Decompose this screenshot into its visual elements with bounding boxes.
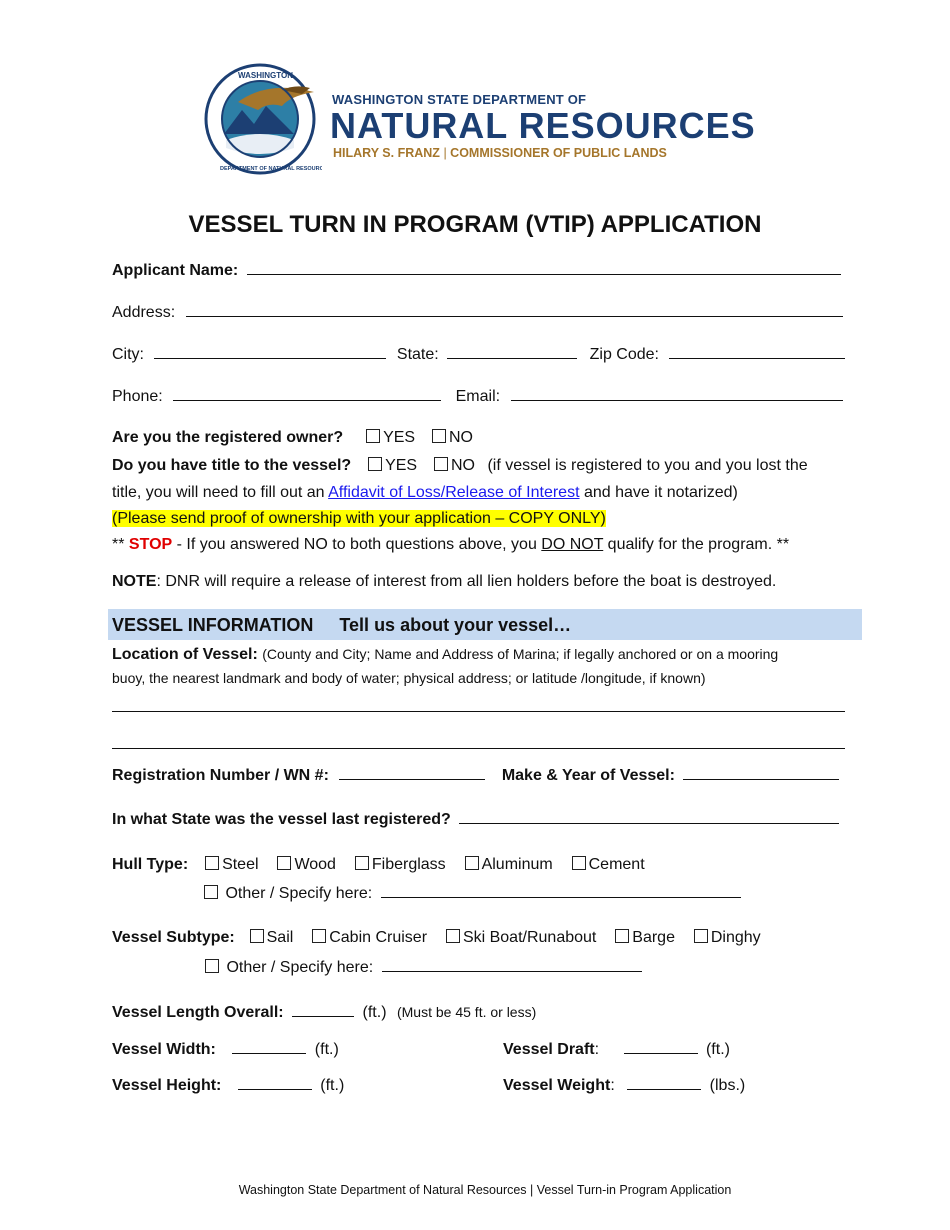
city-label: City:	[112, 346, 144, 363]
title-no-checkbox[interactable]	[434, 457, 448, 471]
vessel-section-header	[108, 609, 862, 640]
commissioner-line	[333, 145, 667, 161]
hull-wood-checkbox[interactable]	[277, 856, 291, 870]
stop-prefix: **	[112, 536, 129, 553]
state-registered-field[interactable]	[459, 808, 839, 824]
subtype-option-ski-boat[interactable]	[446, 929, 596, 946]
hull-option-cement[interactable]	[572, 856, 645, 873]
commissioner-title: COMMISSIONER OF PUBLIC LANDS	[450, 146, 667, 160]
proof-note: (Please send proof of ownership with your application – COPY ONLY)	[112, 510, 606, 527]
hull-option-wood[interactable]	[277, 856, 336, 873]
address-label: Address:	[112, 304, 176, 321]
hull-type-row	[112, 855, 645, 875]
city-row	[112, 343, 845, 365]
subtype-option-cabin-cruiser[interactable]	[312, 929, 427, 946]
subtype-option-dinghy[interactable]	[694, 929, 761, 946]
applicant-name-field[interactable]	[247, 259, 841, 275]
weight-field[interactable]	[627, 1074, 701, 1090]
hull-other-field[interactable]	[381, 882, 741, 898]
title-note-2a: title, you will need to fill out an	[112, 484, 325, 501]
subtype-ski-boat-checkbox[interactable]	[446, 929, 460, 943]
subtype-sail-label: Sail	[266, 929, 294, 946]
owner-yes-label: YES	[383, 429, 416, 446]
proof-note-row	[112, 509, 606, 529]
length-note: (Must be 45 ft. or less)	[396, 1004, 537, 1020]
weight-row	[503, 1074, 745, 1096]
hull-other-row	[204, 882, 741, 904]
state-registered-row	[112, 808, 839, 830]
zip-field[interactable]	[669, 343, 845, 359]
title-yes-label: YES	[385, 457, 418, 474]
location-row	[112, 644, 778, 665]
draft-unit: (ft.)	[705, 1041, 730, 1058]
weight-label: Vessel Weight	[503, 1077, 611, 1094]
agency-top-line: WASHINGTON STATE DEPARTMENT OF	[332, 92, 587, 107]
subtype-option-barge[interactable]	[615, 929, 675, 946]
height-unit: (ft.)	[320, 1077, 345, 1094]
height-field[interactable]	[238, 1074, 312, 1090]
subtype-dinghy-label: Dinghy	[710, 929, 761, 946]
address-field[interactable]	[186, 301, 843, 317]
subtype-cabin-cruiser-label: Cabin Cruiser	[329, 929, 428, 946]
title-note-row	[112, 483, 738, 503]
weight-colon: :	[610, 1077, 615, 1094]
zip-label: Zip Code:	[589, 346, 659, 363]
subtype-other-checkbox[interactable]	[205, 959, 219, 973]
hull-aluminum-checkbox[interactable]	[465, 856, 479, 870]
registered-owner-question: Are you the registered owner?	[112, 429, 344, 446]
draft-row	[503, 1038, 730, 1060]
email-label: Email:	[455, 388, 501, 405]
hull-cement-checkbox[interactable]	[572, 856, 586, 870]
stop-row	[112, 535, 789, 555]
address-row	[112, 301, 843, 323]
page-title: VESSEL TURN IN PROGRAM (VTIP) APPLICATION	[188, 211, 762, 238]
phone-field[interactable]	[173, 385, 441, 401]
stop-mid: - If you answered NO to both questions above, you	[172, 536, 542, 553]
width-unit: (ft.)	[314, 1041, 339, 1058]
subtype-barge-checkbox[interactable]	[615, 929, 629, 943]
state-registered-label: In what State was the vessel last registered?	[112, 811, 451, 828]
width-row	[112, 1038, 339, 1060]
owner-no-checkbox[interactable]	[432, 429, 446, 443]
stop-word: STOP	[128, 536, 173, 553]
hull-cement-label: Cement	[588, 856, 645, 873]
title-row	[112, 456, 808, 476]
subtype-cabin-cruiser-checkbox[interactable]	[312, 929, 326, 943]
hull-steel-checkbox[interactable]	[205, 856, 219, 870]
subtype-row	[112, 928, 761, 948]
state-field[interactable]	[447, 343, 577, 359]
hull-wood-label: Wood	[294, 856, 336, 873]
draft-colon: :	[594, 1041, 600, 1058]
location-field-line-1[interactable]	[112, 711, 845, 712]
registered-owner-row	[112, 428, 473, 448]
subtype-option-sail[interactable]	[250, 929, 294, 946]
owner-yes-checkbox[interactable]	[366, 429, 380, 443]
state-label: State:	[396, 346, 439, 363]
title-note-2b: and have it notarized)	[583, 484, 738, 501]
applicant-name-label: Applicant Name:	[112, 262, 239, 279]
hull-aluminum-label: Aluminum	[481, 856, 553, 873]
hull-option-steel[interactable]	[205, 856, 258, 873]
subtype-sail-checkbox[interactable]	[250, 929, 264, 943]
stop-end: qualify for the program. **	[603, 536, 790, 553]
subtype-other-row	[205, 956, 642, 978]
width-label: Vessel Width:	[112, 1041, 216, 1058]
registration-field[interactable]	[339, 764, 485, 780]
hull-option-fiberglass[interactable]	[355, 856, 446, 873]
hull-steel-label: Steel	[222, 856, 259, 873]
length-label: Vessel Length Overall:	[112, 1004, 284, 1021]
affidavit-link[interactable]: Affidavit of Loss/Release of Interest	[328, 484, 580, 501]
draft-label: Vessel Draft	[503, 1041, 595, 1058]
hull-other-checkbox[interactable]	[204, 885, 218, 899]
length-field[interactable]	[292, 1001, 354, 1017]
registration-row	[112, 764, 839, 786]
hull-other-label: Other / Specify here:	[225, 885, 373, 902]
stop-do-not: DO NOT	[541, 536, 604, 553]
phone-row	[112, 385, 843, 407]
title-note-1: (if vessel is registered to you and you lost the	[487, 457, 808, 474]
subtype-other-field[interactable]	[382, 956, 642, 972]
email-field[interactable]	[511, 385, 843, 401]
height-label: Vessel Height:	[112, 1077, 222, 1094]
title-question: Do you have title to the vessel?	[112, 457, 352, 474]
draft-field[interactable]	[624, 1038, 698, 1054]
commissioner-name: HILARY S. FRANZ	[333, 146, 440, 160]
note-label: NOTE	[112, 573, 157, 590]
owner-no-label: NO	[449, 429, 473, 446]
width-field[interactable]	[232, 1038, 306, 1054]
subtype-dinghy-checkbox[interactable]	[694, 929, 708, 943]
title-no-label: NO	[451, 457, 475, 474]
subtype-other-label: Other / Specify here:	[226, 959, 374, 976]
height-row	[112, 1074, 344, 1096]
page-footer: Washington State Department of Natural Resources | Vessel Turn-in Program Application	[238, 1183, 732, 1197]
hull-type-label: Hull Type:	[112, 856, 189, 873]
title-yes-checkbox[interactable]	[368, 457, 382, 471]
length-unit: (ft.)	[362, 1004, 387, 1021]
note-text: : DNR will require a release of interest from all lien holders before the boat is destroyed.	[156, 573, 777, 590]
note-row	[112, 572, 776, 592]
city-field[interactable]	[154, 343, 386, 359]
subtype-label: Vessel Subtype:	[112, 929, 235, 946]
location-field-line-2[interactable]	[112, 748, 845, 749]
hull-fiberglass-checkbox[interactable]	[355, 856, 369, 870]
phone-label: Phone:	[112, 388, 163, 405]
vessel-section-subheading: Tell us about your vessel…	[339, 615, 572, 635]
subtype-ski-boat-label: Ski Boat/Runabout	[462, 929, 597, 946]
hull-fiberglass-label: Fiberglass	[371, 856, 446, 873]
hull-option-aluminum[interactable]	[465, 856, 553, 873]
make-year-label: Make & Year of Vessel:	[501, 767, 675, 784]
registration-label: Registration Number / WN #:	[112, 767, 329, 784]
weight-unit: (lbs.)	[709, 1077, 746, 1094]
agency-main-line: NATURAL RESOURCES	[330, 105, 756, 146]
vessel-section-heading: VESSEL INFORMATION	[112, 615, 314, 635]
make-year-field[interactable]	[683, 764, 839, 780]
location-hint-1: (County and City; Name and Address of Marina; if legally anchored or on a mooring	[262, 646, 779, 662]
svg-text:DEPARTMENT OF NATURAL RESOURCE: DEPARTMENT OF NATURAL RESOURCES	[220, 166, 322, 172]
commissioner-separator: |	[443, 146, 447, 160]
length-row	[112, 1001, 536, 1023]
location-hint-2: buoy, the nearest landmark and body of water; physical address; or latitude /longitude, if known)	[112, 670, 706, 686]
applicant-name-row	[112, 259, 841, 281]
subtype-barge-label: Barge	[632, 929, 675, 946]
dnr-seal	[198, 62, 322, 177]
svg-text:WASHINGTON: WASHINGTON	[238, 71, 293, 80]
location-label: Location of Vessel:	[112, 646, 258, 663]
